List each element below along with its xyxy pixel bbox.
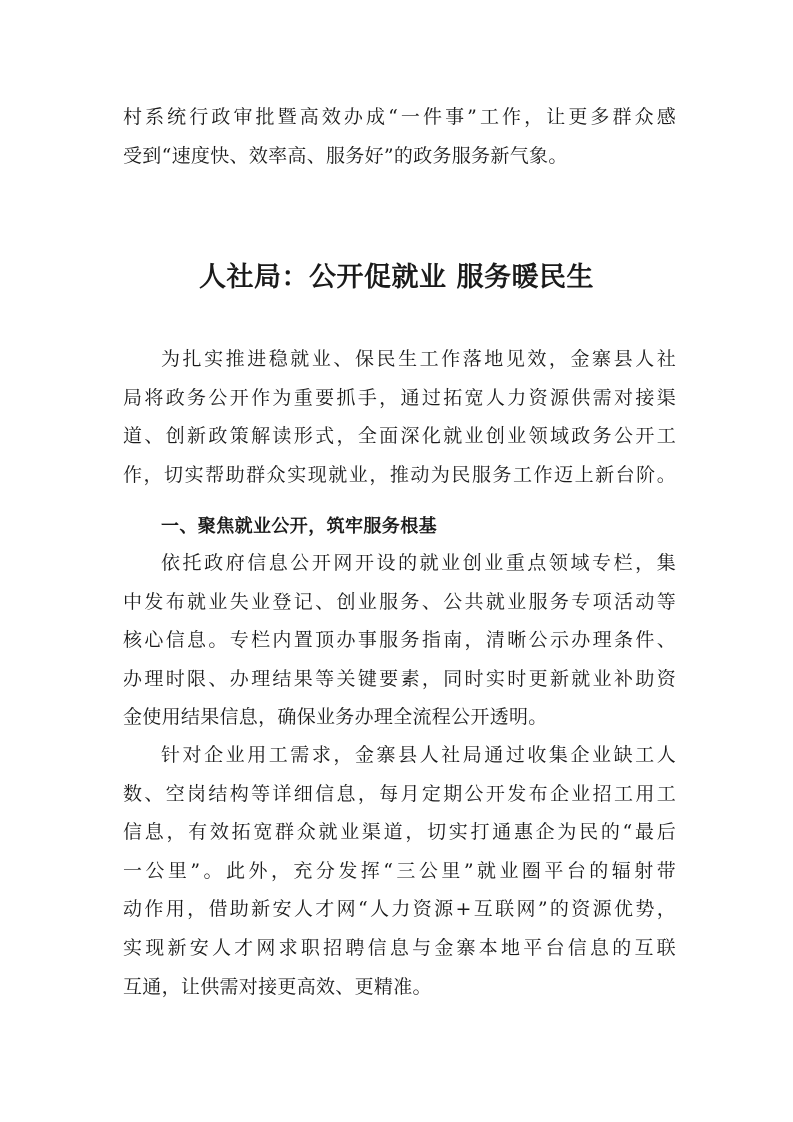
paragraph-line: 局将政务公开作为重要抓手，通过拓宽人力资源供需对接渠 (123, 386, 676, 409)
paragraph-line: 中发布就业失业登记、创业服务、公共就业服务专项活动等 (123, 590, 676, 613)
paragraph-line: 金使用结果信息，确保业务办理全流程公开透明。 (123, 706, 548, 729)
paragraph-line: 办理时限、办理结果等关键要素，同时实时更新就业补助资 (123, 667, 676, 690)
paragraph-line: 受到“速度快、效率高、服务好”的政务服务新气象。 (123, 144, 568, 167)
article-title: 人社局：公开促就业 服务暖民生 (199, 262, 594, 293)
paragraph-line: 核心信息。专栏内置顶办事服务指南，清晰公示办理条件、 (123, 629, 676, 652)
paragraph-line: 一公里”。此外，充分发挥“三公里”就业圈平台的辐射带 (123, 859, 676, 882)
paragraph-line: 针对企业用工需求，金寨县人社局通过收集企业缺工人 (161, 744, 676, 766)
paragraph-line: 数、空岗结构等详细信息，每月定期公开发布企业招工用工 (123, 782, 676, 805)
paragraph-line: 信息，有效拓宽群众就业渠道，切实打通惠企为民的“最后 (123, 821, 676, 844)
paragraph-line: 道、创新政策解读形式，全面深化就业创业领域政务公开工 (123, 425, 676, 448)
paragraph-line: 依托政府信息公开网开设的就业创业重点领域专栏，集 (161, 552, 676, 574)
section1-paragraph-1 (123, 544, 676, 737)
intro-paragraph (123, 340, 676, 494)
paragraph-line: 村系统行政审批暨高效办成“一件事”工作，让更多群众感 (123, 106, 676, 128)
paragraph-line: 为扎实推进稳就业、保民生工作落地见效，金寨县人社 (161, 348, 676, 370)
previous-article-tail-paragraph (123, 98, 676, 175)
paragraph-line: 互通，让供需对接更高效、更精准。 (123, 975, 432, 998)
paragraph-line: 作，切实帮助群众实现就业，推动为民服务工作迈上新台阶。 (123, 463, 676, 486)
section1-paragraph-2 (123, 736, 676, 1006)
section-heading: 一、聚焦就业公开，筑牢服务根基 (161, 516, 437, 537)
paragraph-line: 动作用，借助新安人才网“人力资源+互联网”的资源优势， (123, 898, 676, 921)
paragraph-line: 实现新安人才网求职招聘信息与金寨本地平台信息的互联 (123, 936, 676, 959)
